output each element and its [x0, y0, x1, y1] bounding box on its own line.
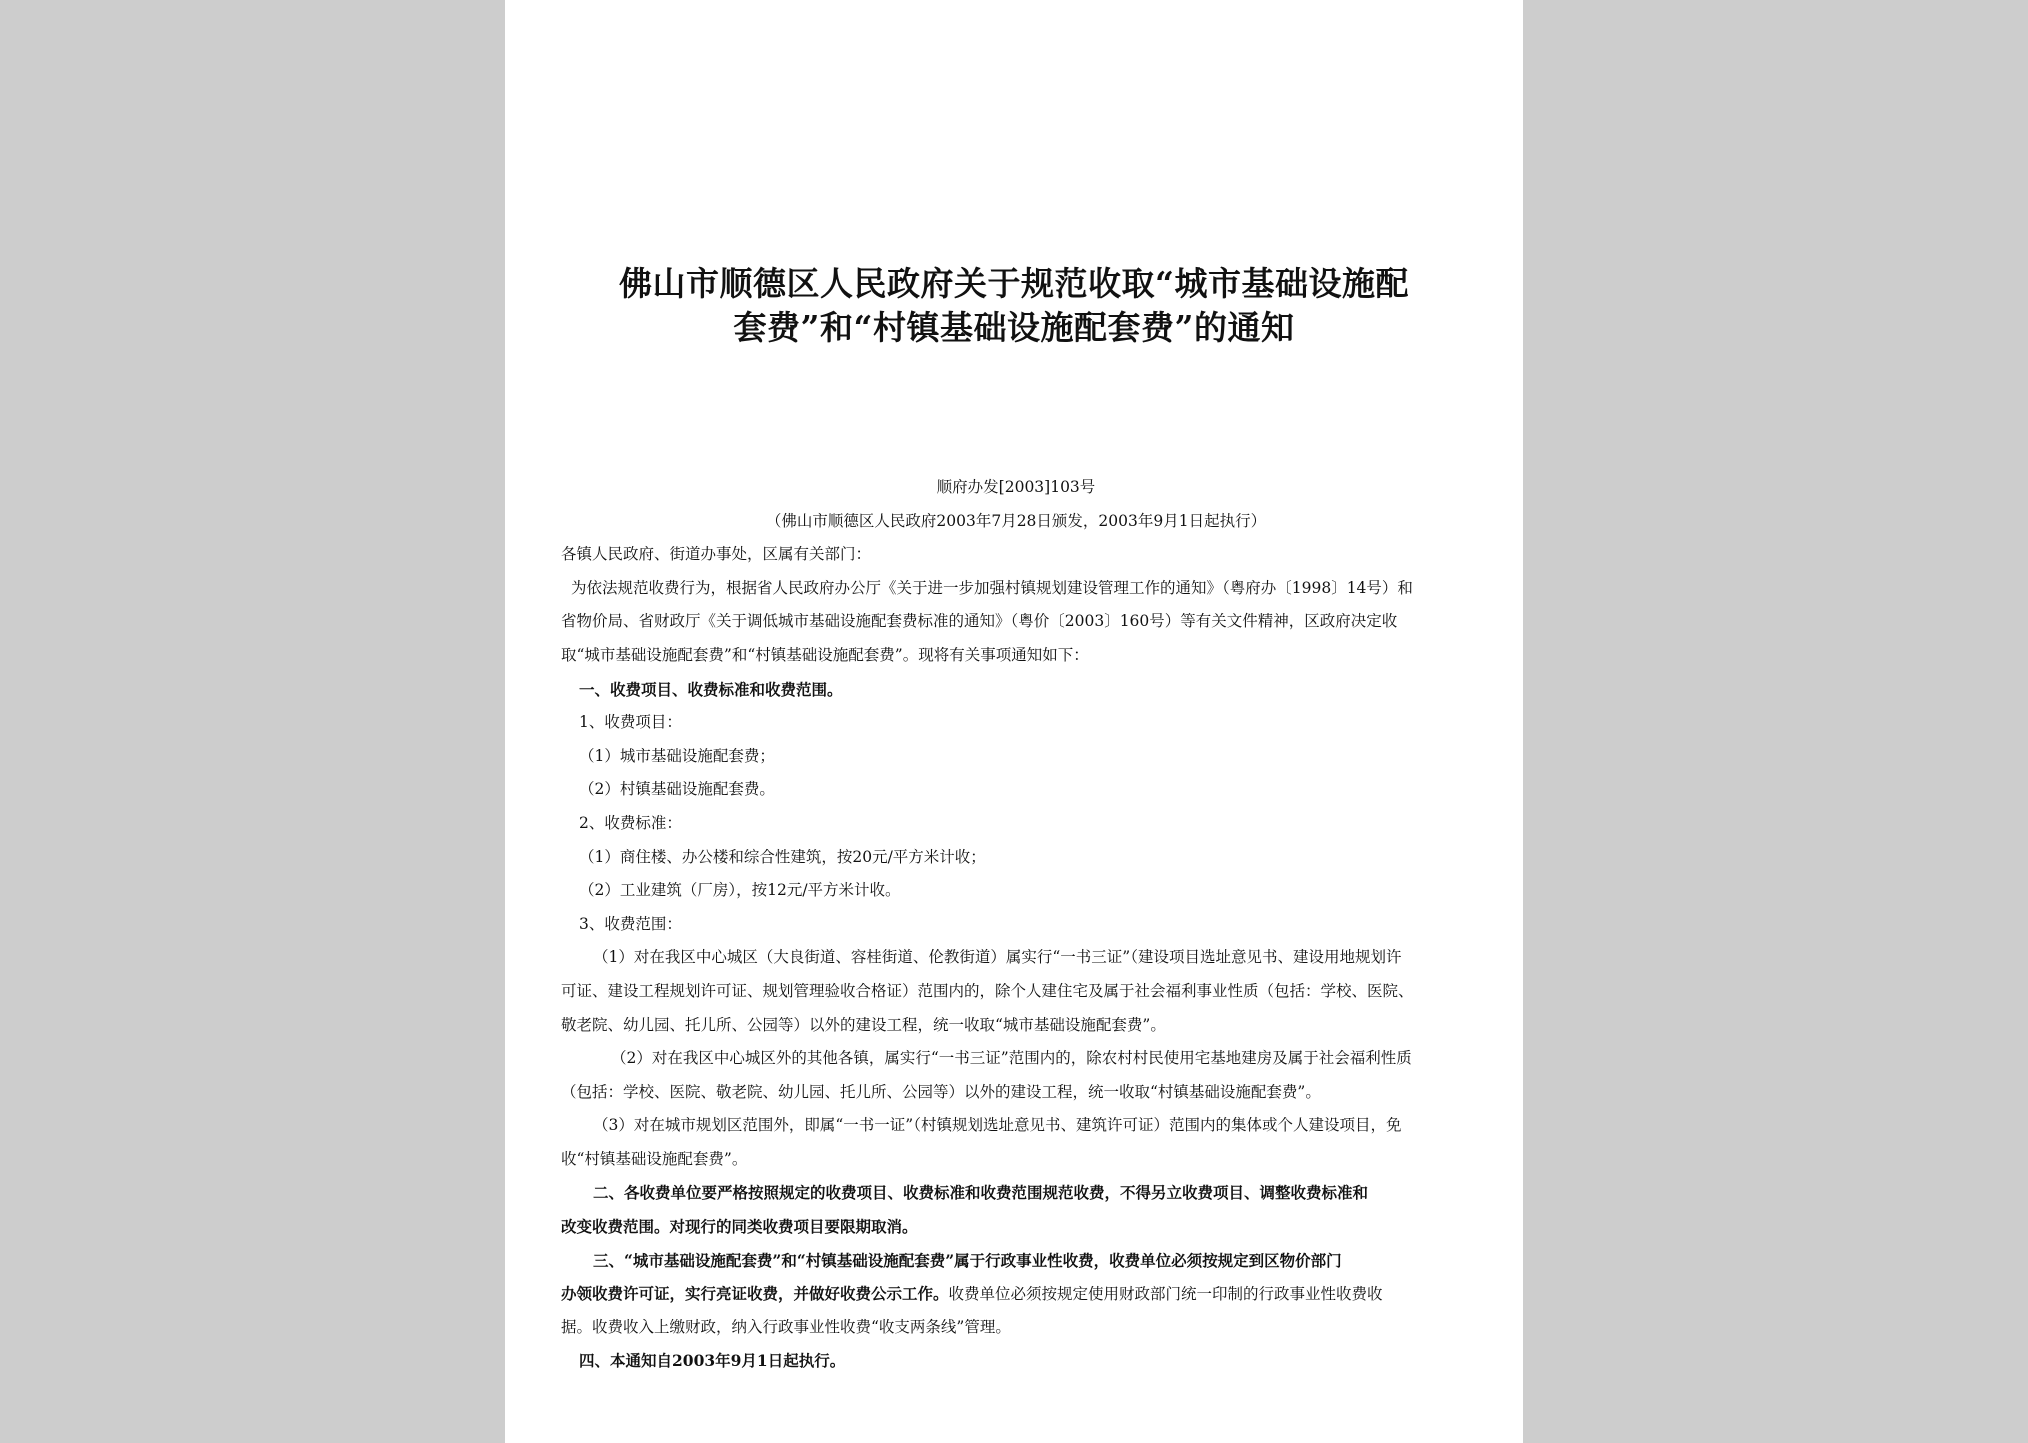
- item3-heading: 3、收费范围：: [579, 914, 682, 933]
- section2-line-2: 改变收费范围。对现行的同类收费项目要限期取消。: [561, 1217, 918, 1237]
- document-title: [505, 262, 1523, 350]
- item2-heading: 2、收费标准：: [579, 813, 682, 832]
- item1-list-1: （1）城市基础设施配套费；: [579, 746, 775, 765]
- addressee: 各镇人民政府、街道办事处，区属有关部门：: [561, 545, 872, 564]
- section3-line-2: [561, 1277, 1471, 1311]
- item3-p2-line-1: （2）对在我区中心城区外的其他各镇，属实行“一书三证”范围内的，除农村村民使用宅基地建房及属于社会福利性质: [611, 1049, 1412, 1068]
- item1-heading: 1、收费项目：: [579, 713, 682, 732]
- item3-p1-line-2: 可证、建设工程规划许可证、规划管理验收合格证）范围内的，除个人建住宅及属于社会福利事业性质（包括：学校、医院、: [561, 981, 1414, 1000]
- intro-line-1: 为依法规范收费行为，根据省人民政府办公厅《关于进一步加强村镇规划建设管理工作的通知》（粤府办〔1998〕14号）和: [571, 578, 1413, 597]
- issue-info: （佛山市顺德区人民政府2003年7月28日颁发，2003年9月1日起执行）: [765, 511, 1267, 530]
- doc-number: 顺府办发[2003]103号: [936, 478, 1096, 496]
- title-line-1: 佛山市顺德区人民政府关于规范收取“城市基础设施配: [619, 264, 1409, 303]
- item1-list-2: （2）村镇基础设施配套费。: [579, 780, 775, 799]
- item2-list-2: （2）工业建筑（厂房），按12元/平方米计收。: [579, 881, 901, 900]
- item3-p1-line-1: （1）对在我区中心城区（大良街道、容桂街道、伦教街道）属实行“一书三证”（建设项目选址意见书、建设用地规划许: [593, 948, 1402, 967]
- item3-p3-line-2: 收“村镇基础设施配套费”。: [561, 1149, 748, 1168]
- intro-line-3: 取“城市基础设施配套费”和“村镇基础设施配套费”。现将有关事项通知如下：: [561, 645, 1089, 664]
- section3-line-2-rest: 收费单位必须按规定使用财政部门统一印制的行政事业性收费收: [948, 1285, 1383, 1304]
- document-page: [505, 0, 1523, 1443]
- section3-line-1: 三、“城市基础设施配套费”和“村镇基础设施配套费”属于行政事业性收费，收费单位必须按规定到区物价部门: [593, 1250, 1342, 1270]
- item3-p3-line-1: （3）对在城市规划区范围外，即属“一书一证”（村镇规划选址意见书、建筑许可证）范围内的集体或个人建设项目，免: [593, 1116, 1402, 1135]
- title-line-2: 套费”和“村镇基础设施配套费”的通知: [733, 308, 1295, 347]
- section1-heading: 一、收费项目、收费标准和收费范围。: [579, 679, 843, 699]
- intro-line-2: 省物价局、省财政厅《关于调低城市基础设施配套费标准的通知》（粤价〔2003〕160号）等有关文件精神，区政府决定收: [561, 612, 1398, 631]
- section3-line-3: 据。收费收入上缴财政，纳入行政事业性收费“收支两条线”管理。: [561, 1317, 1011, 1336]
- item3-p1-line-3: 敬老院、幼儿园、托儿所、公园等）以外的建设工程，统一收取“城市基础设施配套费”。: [561, 1015, 1166, 1034]
- section3-line-2-bold: 办领收费许可证，实行亮证收费，并做好收费公示工作。: [561, 1284, 949, 1304]
- section2-line-1: 二、各收费单位要严格按照规定的收费项目、收费标准和收费范围规范收费，不得另立收费项目、调整收费标准和: [593, 1183, 1369, 1203]
- item3-p2-line-2: （包括：学校、医院、敬老院、幼儿园、托儿所、公园等）以外的建设工程，统一收取“村镇基础设施配套费”。: [561, 1082, 1321, 1101]
- section4: 四、本通知自2003年9月1日起执行。: [579, 1351, 846, 1371]
- item2-list-1: （1）商住楼、办公楼和综合性建筑，按20元/平方米计收；: [579, 847, 986, 866]
- document-body: [561, 471, 1471, 1378]
